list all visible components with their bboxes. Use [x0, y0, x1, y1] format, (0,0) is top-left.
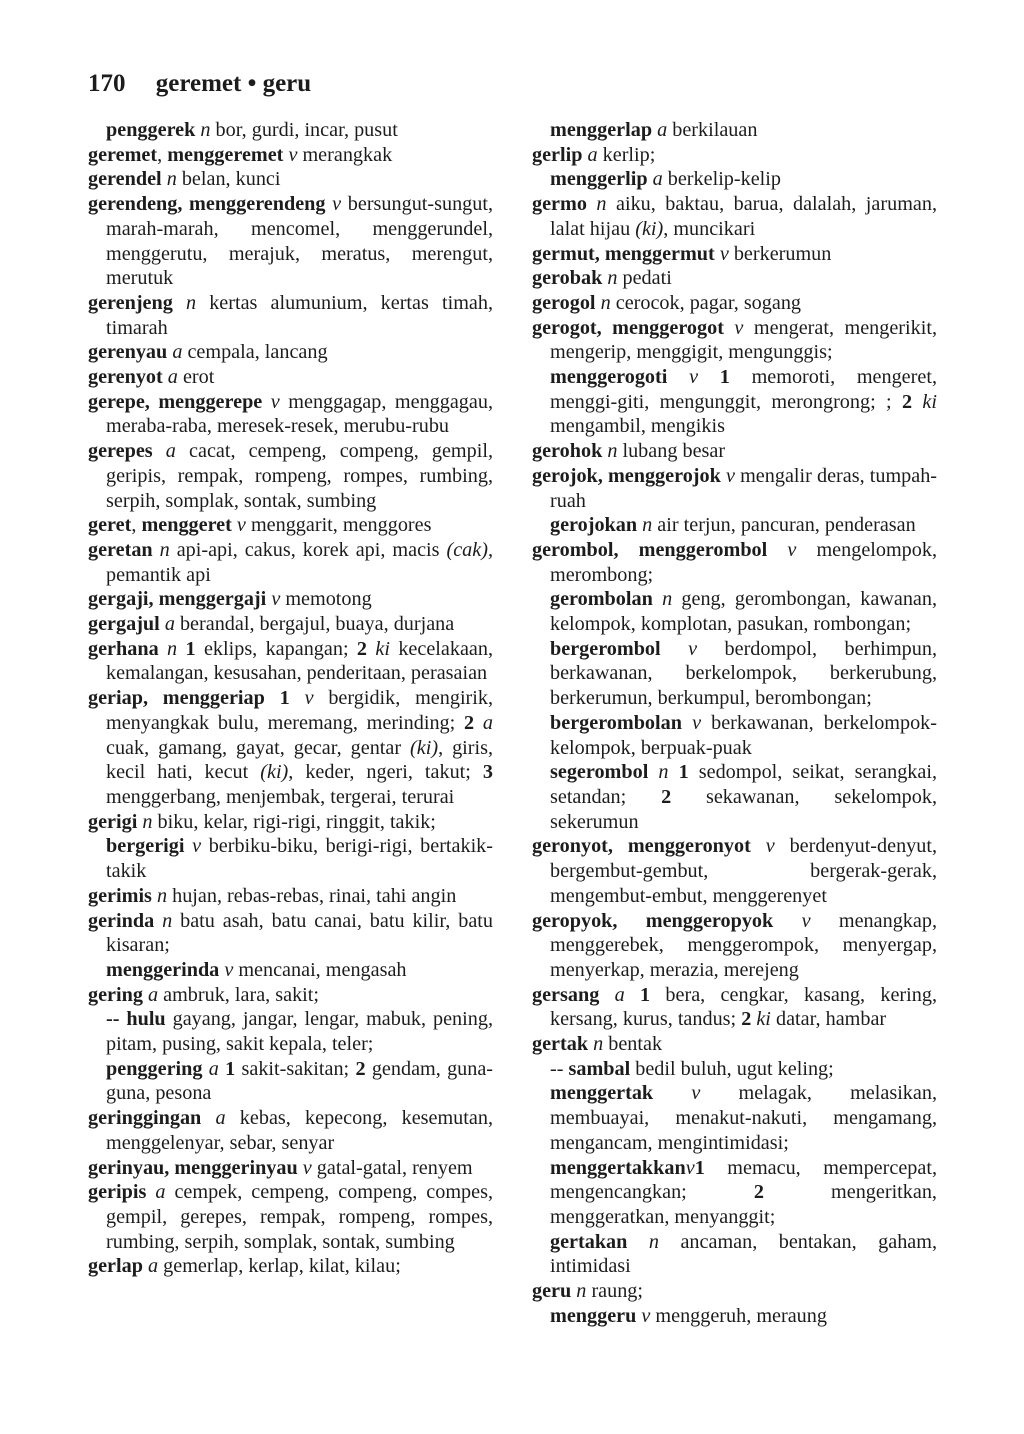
- part-of-speech: a: [614, 983, 625, 1006]
- definition-text: cempala, lancang: [182, 341, 328, 364]
- definition-text: eklips, kapangan;: [195, 637, 357, 660]
- definition-text: [184, 835, 192, 857]
- dictionary-entry: [532, 909, 937, 983]
- headword: menggerlip: [550, 168, 648, 191]
- definition-text: [599, 984, 614, 1006]
- part-of-speech: v: [192, 835, 202, 858]
- dictionary-entry: [88, 983, 493, 1008]
- sense-number: 2: [741, 1008, 752, 1031]
- part-of-speech: v: [692, 711, 702, 734]
- headword: gerojokan: [550, 514, 638, 537]
- part-of-speech: n: [159, 538, 170, 561]
- part-of-speech: v: [641, 1304, 651, 1327]
- part-of-speech: n: [607, 267, 618, 290]
- definition-text: air terjun, pancuran, penderasan: [652, 514, 916, 537]
- part-of-speech: v: [689, 366, 699, 389]
- definition-text: pemantik api: [106, 563, 211, 586]
- dictionary-entry: [532, 464, 937, 513]
- dictionary-entry: [88, 291, 493, 340]
- sub-entry: [88, 1007, 493, 1056]
- part-of-speech: n: [658, 761, 669, 784]
- headword: gergaji, menggergaji: [88, 588, 267, 611]
- definition-text: berkelip-kelip: [662, 168, 781, 191]
- usage-label: ki: [922, 390, 937, 413]
- definition-text: , giris, kecil hati, kecut: [106, 736, 494, 784]
- sense-number: 2: [901, 390, 913, 413]
- dictionary-entry: [88, 439, 493, 513]
- headword: gering: [88, 983, 143, 1006]
- part-of-speech: v: [691, 1082, 701, 1105]
- sub-entry: [532, 711, 937, 760]
- definition-text: batu asah, batu canai, batu kilir, batu kisaran;: [106, 909, 493, 957]
- definition-text: bera, cengkar, kasang, kering, kersang, kurus, tandus;: [550, 983, 937, 1031]
- definition-text: datar, hambar: [770, 1008, 887, 1031]
- definition-text: [290, 687, 305, 709]
- headword: menggertak: [550, 1082, 654, 1105]
- definition-text: [173, 292, 186, 314]
- headword: gertak: [532, 1033, 589, 1056]
- dictionary-entry: [88, 192, 493, 291]
- headword: bergerombolan: [550, 711, 682, 734]
- part-of-speech: v: [271, 588, 281, 611]
- part-of-speech: a: [657, 119, 668, 141]
- definition-text: api-api, cakus, korek api, macis: [169, 538, 447, 561]
- headword: gerepe, menggerepe: [88, 390, 263, 413]
- part-of-speech: v: [765, 835, 775, 858]
- headword: gerombol, menggerombol: [532, 538, 768, 561]
- part-of-speech: n: [596, 193, 607, 216]
- definition-text: belan, kunci: [176, 168, 281, 191]
- definition-text: [262, 391, 271, 413]
- headword: gerendeng, menggerendeng: [88, 193, 326, 216]
- definition-text: [153, 440, 166, 462]
- sub-entry: [532, 1304, 937, 1329]
- definition-text: biku, kelar, rigi-rigi, ringgit, takik;: [152, 810, 436, 833]
- part-of-speech: v: [719, 242, 729, 265]
- part-of-speech: a: [148, 983, 159, 1006]
- definition-text: ,: [131, 514, 142, 537]
- dictionary-entry: [532, 538, 937, 587]
- sense-number: 3: [482, 761, 493, 784]
- headword: gerogot, menggerogot: [532, 316, 724, 339]
- part-of-speech: n: [185, 291, 197, 314]
- definition-text: cempek, cempeng, compeng, compes, gempil, gerepes, rempak, rompeng, rompes, rumbing, serpih, somplak, sontak, sumbing: [106, 1181, 493, 1253]
- definition-text: ,: [157, 143, 168, 166]
- part-of-speech: v: [224, 958, 234, 981]
- headword: gerinyau, menggerinyau: [88, 1156, 298, 1179]
- dictionary-entry: [532, 1279, 937, 1304]
- page-number: 170: [88, 70, 126, 97]
- part-of-speech: a: [165, 440, 176, 463]
- dictionary-entry: [88, 513, 493, 538]
- definition-text: sakit-sakitan;: [235, 1057, 356, 1080]
- definition-text: , muncikari: [663, 217, 756, 240]
- part-of-speech: n: [167, 637, 178, 660]
- part-of-speech: v: [332, 193, 342, 216]
- headword: gerojok, menggerojok: [532, 464, 721, 487]
- dictionary-entry: [532, 266, 937, 291]
- part-of-speech: n: [593, 1033, 604, 1056]
- definition-text: cacat, cempeng, compeng, gempil, geripis, rempak, rompeng, rompes, rumbing, serpih, somplak, sontak, sumbing: [106, 440, 493, 512]
- usage-label: (cak),: [446, 538, 493, 561]
- definition-text: cerocok, pagar, sogang: [610, 291, 802, 314]
- headword: gerimis: [88, 884, 152, 907]
- dictionary-entry: [88, 340, 493, 365]
- part-of-speech: n: [166, 168, 177, 191]
- headword: penggering: [106, 1057, 203, 1080]
- definition-text: kertas alumunium, kertas timah, timarah: [106, 291, 493, 339]
- definition-text: melagak, melasikan, membuayai, menakut-nakuti, mengamang, mengancam, mengintimidasi;: [550, 1082, 937, 1154]
- definition-text: [661, 638, 688, 660]
- part-of-speech: a: [164, 613, 175, 636]
- definition-text: [474, 712, 483, 734]
- headword: menggeremet: [167, 143, 284, 166]
- definition-text: berbiku-biku, berigi-rigi, bertakik-takik: [106, 835, 493, 883]
- sense-number: 1: [225, 1057, 236, 1080]
- definition-text: bergidik, mengirik, menyangkak bulu, meremang, merinding;: [106, 687, 494, 734]
- dictionary-entry: [88, 143, 493, 168]
- dictionary-entry: [88, 1156, 493, 1181]
- part-of-speech: n: [142, 810, 153, 833]
- definition-text: aiku, baktau, barua, dalalah, jaruman, lalat hijau: [550, 193, 937, 240]
- part-of-speech: v: [236, 514, 246, 537]
- definition-text: cuak, gamang, gayat, gecar, gentar: [106, 736, 411, 759]
- sub-entry: [532, 1230, 937, 1279]
- sense-number: 1: [279, 687, 290, 710]
- definition-text: berkilauan: [667, 119, 758, 141]
- definition-text: menangkap, menggerebek, menggerompok, menyergap, menyerkap, merazia, merejeng: [550, 909, 937, 981]
- sense-number: 2: [356, 637, 368, 660]
- headword: gerlip: [532, 143, 583, 166]
- headword: bergerombol: [550, 637, 661, 660]
- definition-text: [653, 588, 662, 610]
- sub-entry: [532, 167, 937, 192]
- definition-text: kebas, kepecong, kesemutan, menggelenyar, sebar, senyar: [106, 1107, 493, 1154]
- dictionary-entry: [88, 884, 493, 909]
- definition-text: mengelompok, merombong;: [550, 538, 938, 586]
- definition-text: [682, 712, 692, 734]
- dictionary-entry: [88, 587, 493, 612]
- dictionary-entry: [88, 1106, 493, 1155]
- dictionary-entry: [532, 291, 937, 316]
- part-of-speech: a: [208, 1057, 219, 1080]
- definition-text: sekawanan, sekelompok, sekerumun: [550, 785, 937, 833]
- dictionary-entry: [88, 810, 493, 835]
- headword: menggeret: [141, 514, 232, 537]
- sub-entry: [532, 637, 937, 711]
- definition-text: berdompol, berhimpun, berkawanan, berkelompok, berkerubung, berkerumun, berkumpul, berombongan;: [550, 637, 937, 710]
- definition-text: memoroti, mengeret, menggi-giti, mengunggit, merongrong; ;: [550, 366, 937, 413]
- part-of-speech: v: [726, 464, 735, 487]
- part-of-speech: n: [200, 119, 211, 141]
- definition-text: , keder, ngeri, takut;: [288, 761, 483, 784]
- headword: geriap, menggeriap: [88, 687, 265, 710]
- definition-text: hujan, rebas-rebas, rinai, tahi angin: [167, 884, 457, 907]
- headword: gerenyau: [88, 341, 168, 364]
- part-of-speech: n: [648, 1230, 659, 1253]
- dictionary-entry: [88, 637, 493, 686]
- dictionary-entry: [88, 365, 493, 390]
- headword: geringgingan: [88, 1107, 202, 1130]
- definition-text: menggerbang, menjembak, tergerai, terurai: [106, 785, 455, 808]
- part-of-speech: v: [302, 1156, 312, 1179]
- guide-words: geremet • geru: [155, 70, 312, 97]
- dictionary-entry: [532, 834, 937, 908]
- definition-text: [667, 366, 689, 388]
- headword: gerendel: [88, 168, 162, 191]
- sub-entry: [88, 1057, 493, 1106]
- definition-text: [159, 638, 167, 660]
- usage-label: ki: [375, 637, 390, 660]
- definition-text: [724, 317, 734, 339]
- dictionary-entry: [88, 1254, 493, 1279]
- headword: menggeru: [550, 1304, 637, 1327]
- dictionary-entry: [532, 439, 937, 464]
- definition-text: [201, 1107, 215, 1129]
- sense-number: 1: [694, 1156, 705, 1179]
- definition-text: [265, 687, 280, 709]
- definition-text: mengalir deras, tumpah-ruah: [550, 464, 938, 512]
- dictionary-entry: [532, 316, 937, 365]
- definition-text: [773, 910, 801, 932]
- headword: menggertakkan: [550, 1156, 686, 1179]
- dictionary-entry: [532, 1032, 937, 1057]
- usage-label: (ki): [410, 736, 439, 759]
- definition-text: bersungut-sungut, marah-marah, mencomel, menggerundel, menggerutu, merajuk, meratus, merengut, merutuk: [106, 193, 494, 290]
- definition-text: menggeruh, meraung: [650, 1304, 827, 1327]
- sub-entry: [532, 118, 937, 143]
- sub-entry: [88, 834, 493, 883]
- sub-entry: [532, 513, 937, 538]
- definition-text: [751, 835, 766, 857]
- sense-number: 1: [719, 366, 730, 389]
- definition-text: [154, 910, 162, 932]
- part-of-speech: n: [156, 884, 168, 907]
- part-of-speech: a: [155, 1181, 166, 1204]
- definition-text: berdenyut-denyut, bergembut-gembut, bergerak-gerak, mengembut-embut, menggerenyet: [550, 835, 938, 907]
- headword: gerlap: [88, 1255, 143, 1278]
- headword: gerogol: [532, 291, 596, 314]
- headword: gersang: [532, 983, 600, 1006]
- definition-text: menggarit, menggores: [245, 514, 432, 537]
- part-of-speech: v: [734, 316, 744, 339]
- sub-entry: [532, 587, 937, 636]
- headword: geremet: [88, 143, 158, 166]
- part-of-speech: v: [270, 390, 280, 413]
- headword: gerenyot: [88, 366, 163, 389]
- left-column: [88, 118, 493, 1279]
- headword: menggerogoti: [550, 366, 668, 389]
- definition-text: gayang, jangar, lengar, mabuk, pening, pitam, pusing, sakit kepala, teler;: [106, 1008, 493, 1056]
- dictionary-entry: [88, 1180, 493, 1254]
- part-of-speech: v: [304, 687, 314, 710]
- definition-text: mengerat, mengerikit, mengerip, menggigit, mengunggis;: [550, 316, 938, 364]
- headword: gergajul: [88, 613, 160, 636]
- part-of-speech: a: [482, 711, 493, 734]
- definition-text: memotong: [280, 588, 372, 611]
- headword: gerinda: [88, 909, 155, 932]
- part-of-speech: v: [688, 637, 698, 660]
- definition-text: memacu, mempercepat, mengencangkan;: [550, 1156, 937, 1204]
- headword: germut, menggermut: [532, 242, 715, 265]
- sense-number: 2: [464, 711, 475, 734]
- dictionary-entry: [88, 390, 493, 439]
- definition-text: bentak: [603, 1033, 663, 1056]
- page-header: [88, 70, 311, 98]
- headword: gerombolan: [550, 588, 653, 611]
- part-of-speech: a: [172, 341, 183, 364]
- definition-text: mengambil, mengikis: [550, 415, 725, 438]
- right-column: [532, 118, 937, 1328]
- part-of-speech: a: [215, 1107, 226, 1130]
- definition-text: erot: [177, 366, 215, 389]
- definition-text: [146, 1181, 155, 1203]
- headword: menggerinda: [106, 958, 220, 981]
- headword: geronyot, menggeronyot: [532, 835, 751, 858]
- definition-text: merangkak: [297, 143, 393, 166]
- dictionary-entry: [532, 192, 937, 241]
- headword: geropyok, menggeropyok: [532, 909, 774, 932]
- part-of-speech: v: [685, 1156, 695, 1179]
- dictionary-entry: [532, 242, 937, 267]
- headword: gerhana: [88, 637, 159, 660]
- usage-label: ki: [756, 1008, 771, 1031]
- definition-text: [698, 366, 720, 388]
- part-of-speech: a: [587, 143, 598, 166]
- definition-text: [153, 539, 160, 561]
- headword: geret: [88, 514, 132, 537]
- headword: penggerek: [106, 119, 196, 141]
- part-of-speech: v: [288, 143, 298, 166]
- part-of-speech: n: [600, 291, 611, 314]
- headword: gerepes: [88, 440, 153, 463]
- dictionary-entry: [88, 612, 493, 637]
- definition-text: pedati: [617, 267, 672, 290]
- sub-entry: [88, 118, 493, 143]
- part-of-speech: a: [652, 168, 663, 191]
- headword: gerobak: [532, 267, 603, 290]
- sub-entry: [532, 1057, 937, 1082]
- headword: geru: [532, 1280, 572, 1303]
- definition-text: gemerlap, kerlap, kilat, kilau;: [158, 1255, 401, 1278]
- sense-number: 2: [661, 785, 672, 808]
- definition-text: [625, 984, 640, 1006]
- headword: geripis: [88, 1181, 147, 1204]
- sub-entry: [532, 365, 937, 439]
- headword: gerohok: [532, 440, 603, 463]
- headword: germo: [532, 193, 587, 216]
- definition-text: gendam, guna-guna, pesona: [106, 1057, 494, 1105]
- sub-entry: [532, 1156, 937, 1230]
- headword: gerigi: [88, 810, 138, 833]
- definition-text: berandal, bergajul, buaya, durjana: [174, 613, 455, 636]
- part-of-speech: n: [662, 588, 673, 611]
- definition-text: berkawanan, berkelompok-kelompok, berpuak-puak: [550, 711, 938, 759]
- sub-entry: [532, 1081, 937, 1155]
- sense-number: 1: [185, 637, 196, 660]
- part-of-speech: a: [148, 1255, 159, 1278]
- definition-text: bedil buluh, ugut keling;: [630, 1057, 834, 1080]
- definition-text: mengeritkan, menggeratkan, menyanggit;: [550, 1181, 937, 1228]
- definition-text: mencanai, mengasah: [233, 958, 407, 981]
- part-of-speech: n: [607, 440, 618, 463]
- definition-text: [177, 638, 185, 660]
- usage-label: (ki): [260, 761, 289, 784]
- definition-text: sedompol, seikat, serangkai, setandan;: [550, 761, 938, 808]
- usage-label: (ki): [635, 217, 664, 240]
- headword: gerenjeng: [88, 291, 173, 314]
- headword: bergerigi: [106, 835, 185, 858]
- headword: menggerlap: [550, 119, 653, 141]
- sub-entry: [88, 958, 493, 983]
- part-of-speech: v: [801, 909, 811, 932]
- dictionary-entry: [88, 538, 493, 587]
- definition-text: kerlip;: [597, 143, 656, 166]
- dictionary-entry: [88, 909, 493, 958]
- sense-number: 1: [640, 983, 651, 1006]
- part-of-speech: v: [787, 538, 797, 561]
- dictionary-entry: [532, 143, 937, 168]
- definition-text: raung;: [586, 1280, 644, 1303]
- definition-text: [767, 539, 787, 561]
- definition-text: ancaman, bentakan, gaham, intimidasi: [550, 1230, 938, 1278]
- headword: sambal: [568, 1057, 631, 1080]
- dictionary-entry: [88, 686, 493, 810]
- definition-text: ambruk, lara, sakit;: [158, 983, 319, 1006]
- part-of-speech: n: [162, 909, 173, 932]
- sense-number: 2: [355, 1057, 366, 1080]
- sense-number: 1: [678, 761, 689, 784]
- sub-entry: [532, 760, 937, 834]
- definition-text: [587, 193, 596, 215]
- part-of-speech: n: [576, 1280, 587, 1303]
- part-of-speech: a: [167, 366, 178, 389]
- headword: gertakan: [550, 1230, 628, 1253]
- definition-text: [912, 391, 922, 413]
- definition-text: bor, gurdi, incar, pusut: [210, 119, 398, 141]
- dictionary-entry: [88, 167, 493, 192]
- definition-text: kecelakaan, kemalangan, kesusahan, penderitaan, perasaian: [106, 637, 494, 685]
- part-of-speech: n: [642, 514, 653, 537]
- headword: segerombol: [550, 761, 649, 784]
- definition-text: [648, 761, 658, 783]
- definition-text: [627, 1231, 649, 1253]
- definition-text: [653, 1082, 691, 1104]
- definition-text: --: [550, 1057, 569, 1080]
- headword: geretan: [88, 538, 153, 561]
- definition-text: lubang besar: [617, 440, 726, 463]
- definition-text: menggagap, menggagau, meraba-raba, meresek-resek, merubu-rubu: [106, 390, 494, 438]
- dictionary-entry: [532, 983, 937, 1032]
- headword: -- hulu: [106, 1008, 166, 1031]
- definition-text: gatal-gatal, renyem: [311, 1156, 473, 1179]
- definition-text: geng, gerombongan, kawanan, kelompok, komplotan, pasukan, rombongan;: [550, 588, 938, 636]
- definition-text: [669, 761, 679, 783]
- definition-text: berkerumun: [728, 242, 832, 265]
- sense-number: 2: [753, 1181, 764, 1204]
